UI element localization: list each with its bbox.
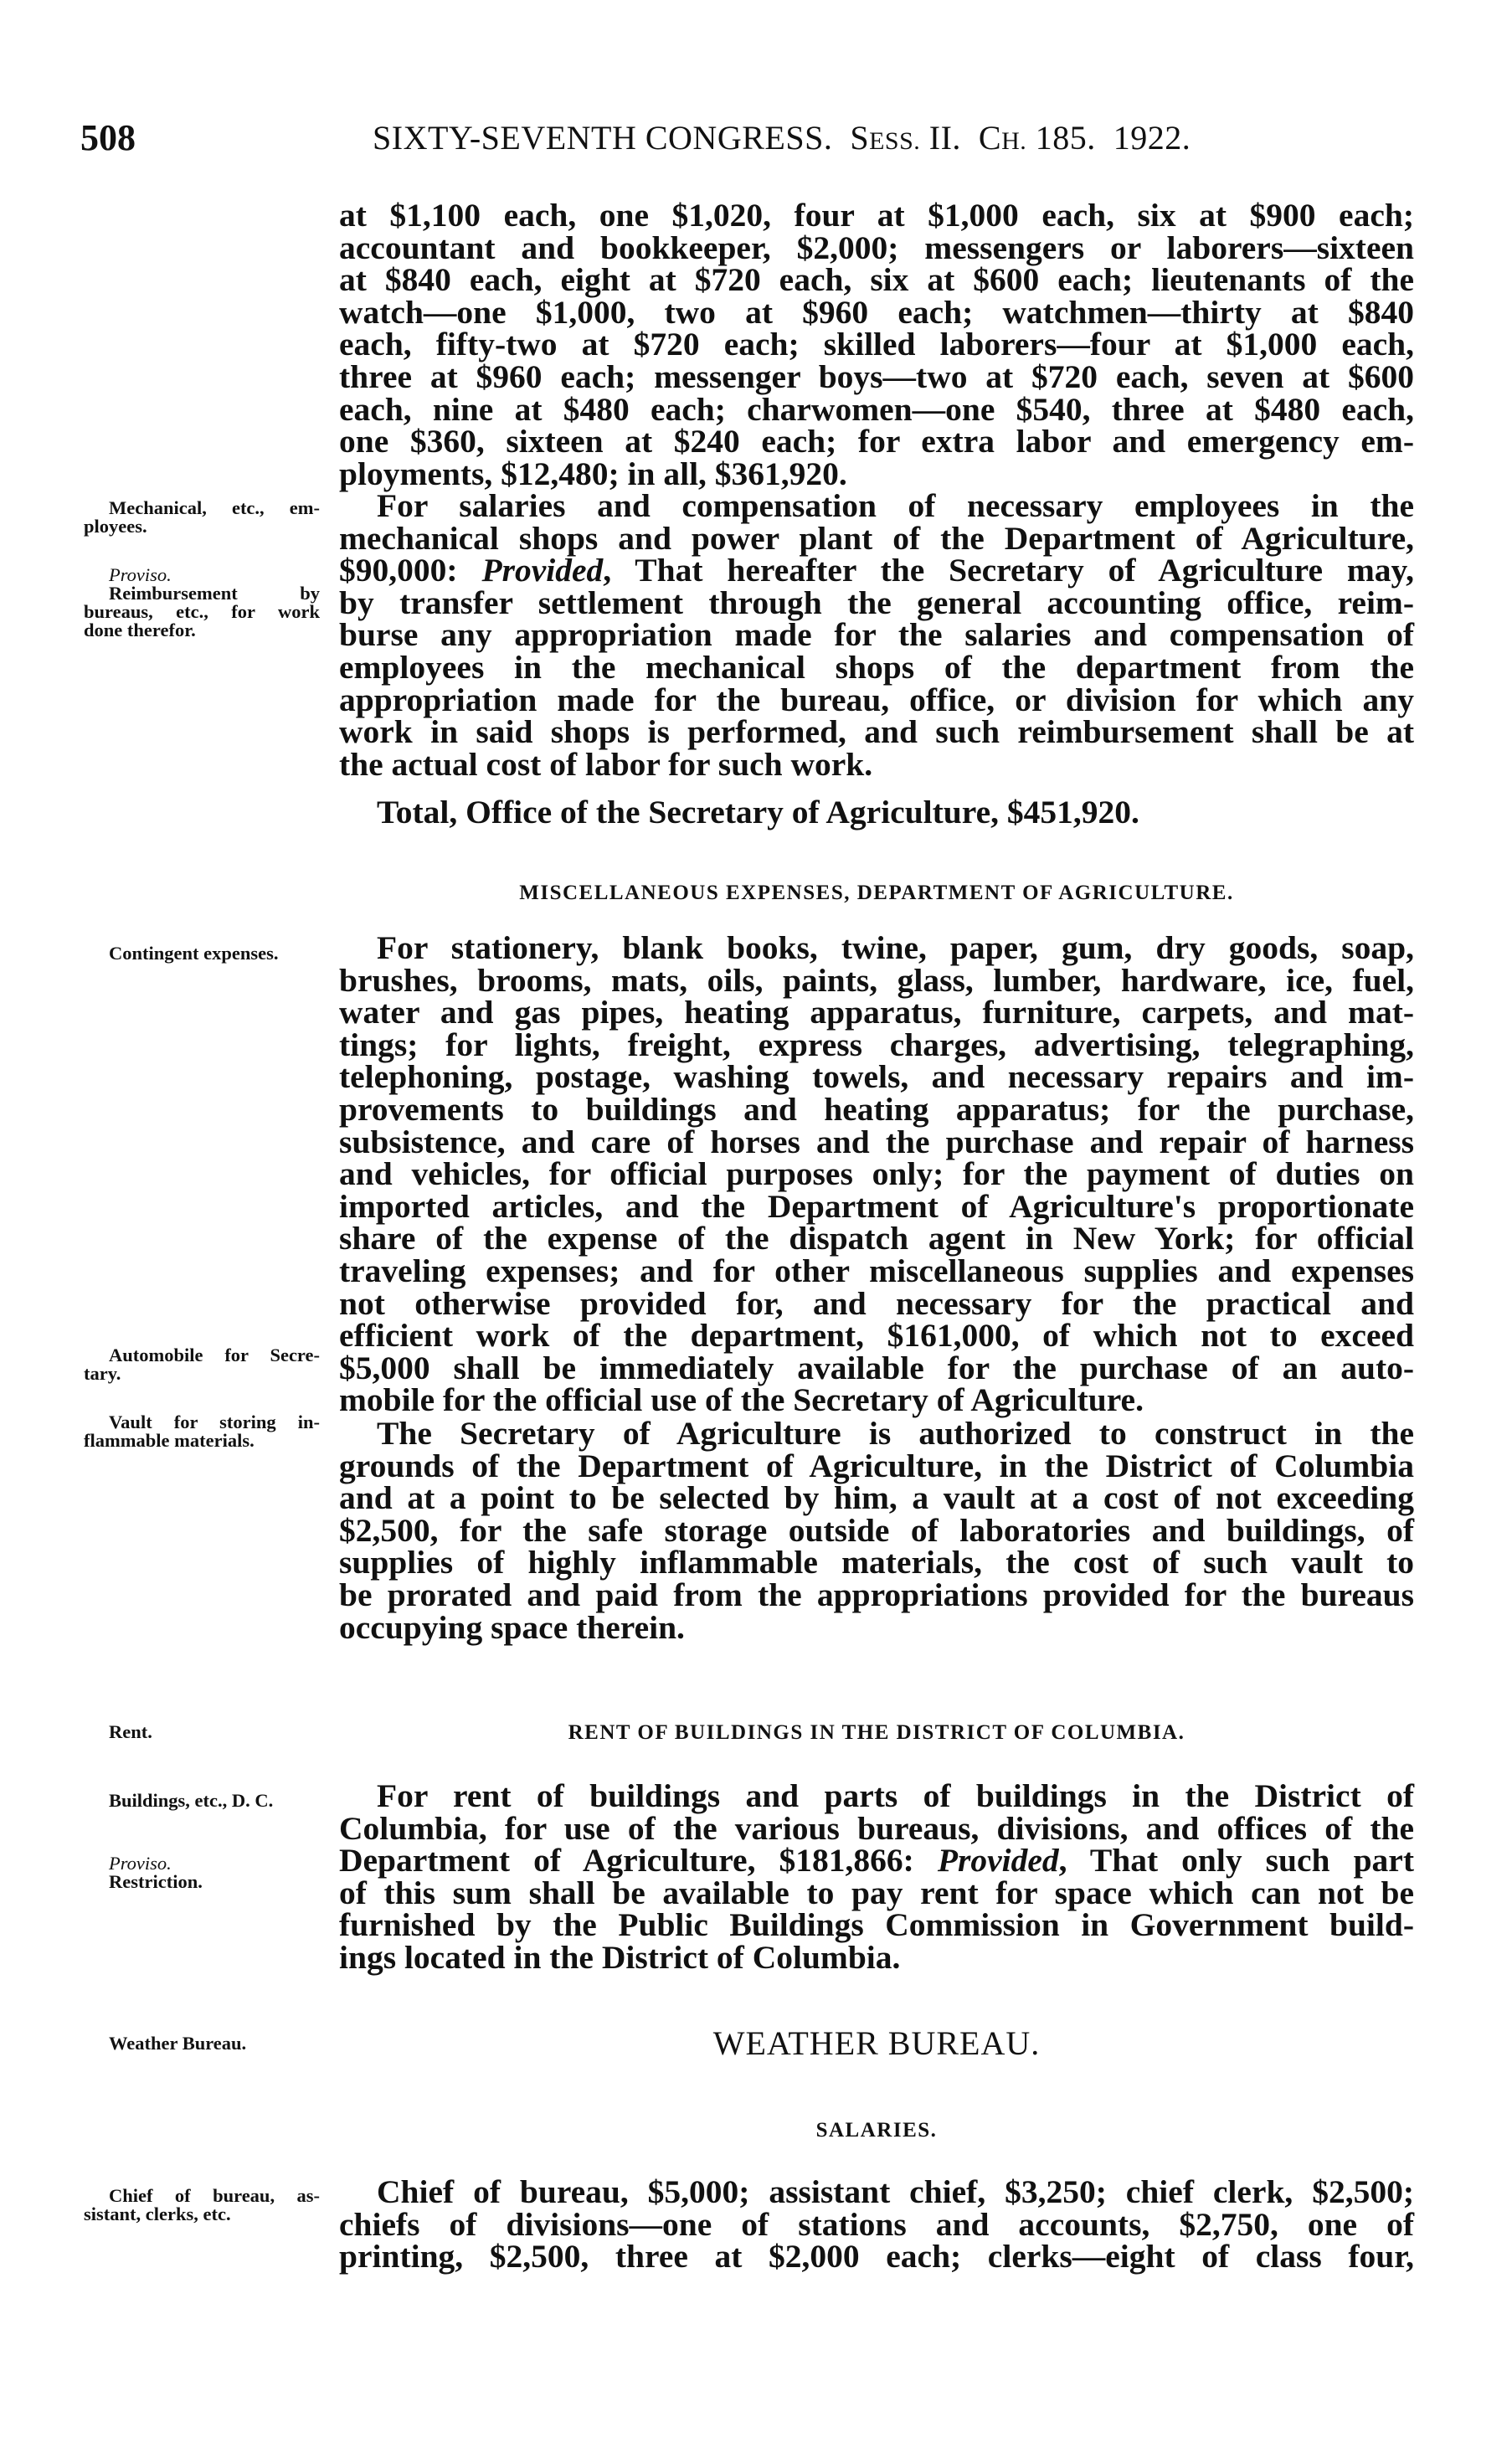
text-line: The Secretary of Agriculture is authorized to construct in the xyxy=(377,1415,1414,1452)
margin-note-line: ployees. xyxy=(84,516,147,537)
margin-note-line: Reimbursement by xyxy=(109,583,320,604)
margin-note-weather-bureau xyxy=(84,2034,320,2053)
margin-note-line: Buildings, etc., D. C. xyxy=(109,1790,274,1811)
text-line: grounds of the Department of Agriculture, in the District of Columbia xyxy=(339,1447,1414,1484)
margin-note-line xyxy=(84,1854,320,1873)
text-line: Columbia, for use of the various bureaus, divisions, and offices of the xyxy=(339,1809,1414,1847)
text-line: one $360, sixteen at $240 each; for extra labor and emergency em- xyxy=(339,423,1414,460)
session-number: II. xyxy=(928,119,961,157)
text-line: at $840 each, eight at $720 each, six at $600 each; lieutenants of the xyxy=(339,261,1414,299)
congress-title: SIXTY-SEVENTH CONGRESS. xyxy=(373,119,833,157)
text-line: provements to buildings and heating apparatus; for the purchase, xyxy=(339,1091,1414,1128)
margin-note-line: Contingent expenses. xyxy=(109,943,279,964)
margin-note-line: Chief of bureau, as- xyxy=(109,2185,320,2206)
text-line: Department of Agriculture, $181,866: Provided, That only such part xyxy=(339,1842,1414,1879)
session-label: SESS. xyxy=(850,119,921,157)
margin-note-line: sistant, clerks, etc. xyxy=(84,2203,231,2224)
chapter-label: CH. xyxy=(978,119,1027,157)
text-line: ployments, $12,480; in all, $361,920. xyxy=(339,455,847,492)
italic-term: Provided xyxy=(937,1842,1059,1879)
text-line: employees in the mechanical shops of the department from the xyxy=(339,649,1414,686)
text-line: three at $960 each; messenger boys—two at $720 each, seven at $600 xyxy=(339,358,1414,395)
text-line: each, nine at $480 each; charwomen—one $540, three at $480 each, xyxy=(339,390,1414,428)
salaries-heading: SALARIES. xyxy=(815,2119,938,2142)
text-line: supplies of highly inflammable materials, the cost of such vault to xyxy=(339,1544,1414,1581)
text-line: telephoning, postage, washing towels, and necessary repairs and im- xyxy=(339,1058,1414,1096)
text-line: the actual cost of labor for such work. xyxy=(339,745,873,783)
margin-note-line: Automobile for Secre- xyxy=(109,1345,320,1365)
text-line: by transfer settlement through the general accounting office, reim- xyxy=(339,584,1414,621)
margin-note-line: bureaus, etc., for work xyxy=(84,601,320,622)
margin-note-vault-storing xyxy=(84,1413,320,1450)
running-head-title xyxy=(373,117,1398,162)
misc-expenses-heading: MISCELLANEOUS EXPENSES, DEPARTMENT OF AGRICULTURE. xyxy=(519,882,1234,904)
text-line: share of the expense of the dispatch agent in New York; for official xyxy=(339,1220,1414,1257)
text-line: printing, $2,500, three at $2,000 each; clerks—eight of class four, xyxy=(339,2238,1414,2275)
margin-note-line: flammable materials. xyxy=(84,1430,255,1451)
text-line: $2,500, for the safe storage outside of laboratories and buildings, of xyxy=(339,1511,1414,1549)
text-line: burse any appropriation made for the salaries and compensation of xyxy=(339,616,1414,654)
text-line: each, fifty-two at $720 each; skilled laborers—four at $1,000 each, xyxy=(339,326,1414,363)
text-line: imported articles, and the Department of Agriculture's proportionate xyxy=(339,1187,1414,1225)
text-line: Chief of bureau, $5,000; assistant chief, $3,250; chief clerk, $2,500; xyxy=(377,2173,1414,2210)
year: 1922. xyxy=(1113,119,1191,157)
margin-note-automobile-secretary xyxy=(84,1346,320,1383)
text-line: furnished by the Public Buildings Commission in Government build- xyxy=(339,1906,1414,1944)
text-line: appropriation made for the bureau, office, or division for which any xyxy=(339,681,1414,718)
text-line: chiefs of divisions—one of stations and accounts, $2,750, one of xyxy=(339,2205,1414,2243)
text-line: work in said shops is performed, and such reimbursement shall be at xyxy=(339,713,1414,751)
margin-note-line: Mechanical, etc., em- xyxy=(109,497,320,518)
text-line: of this sum shall be available to pay rent for space which can not be xyxy=(339,1874,1414,1911)
text-line: efficient work of the department, $161,000, of which not to exceed xyxy=(339,1317,1414,1355)
text-line: $5,000 shall be immediately available for the purchase of an auto- xyxy=(339,1349,1414,1386)
rent-heading: RENT OF BUILDINGS IN THE DISTRICT OF COLUMBIA. xyxy=(568,1721,1185,1744)
text-line: water and gas pipes, heating apparatus, furniture, carpets, and mat- xyxy=(339,994,1414,1031)
text-line: subsistence, and care of horses and the purchase and repair of harness xyxy=(339,1123,1414,1160)
chapter-number: 185. xyxy=(1035,119,1096,157)
text-line: For salaries and compensation of necessary employees in the xyxy=(377,487,1414,524)
italic-term: Proviso. xyxy=(109,1853,172,1874)
margin-note-line: Rent. xyxy=(109,1721,152,1742)
text-line: mobile for the official use of the Secretary of Agriculture. xyxy=(339,1381,1144,1419)
text-line: at $1,100 each, one $1,020, four at $1,000 each, six at $900 each; xyxy=(339,197,1414,234)
text-line: mechanical shops and power plant of the Department of Agriculture, xyxy=(339,519,1414,557)
text-line: accountant and bookkeeper, $2,000; messengers or laborers—sixteen xyxy=(339,229,1414,266)
text-line: For rent of buildings and parts of buildings in the District of xyxy=(377,1777,1414,1814)
margin-note-rent xyxy=(84,1723,320,1741)
text-line: watch—one $1,000, two at $960 each; watchmen—thirty at $840 xyxy=(339,293,1414,331)
text-line: traveling expenses; and for other miscellaneous supplies and expenses xyxy=(339,1252,1414,1289)
text-line: and vehicles, for official purposes only; for the payment of duties on xyxy=(339,1155,1414,1193)
text-line: $90,000: Provided, That hereafter the Secretary of Agriculture may, xyxy=(339,552,1414,589)
text-line: not otherwise provided for, and necessary for the practical and xyxy=(339,1284,1414,1322)
text-line: and at a point to be selected by him, a vault at a cost of not exceeding xyxy=(339,1479,1414,1517)
text-line: occupying space therein. xyxy=(339,1608,685,1646)
margin-note-line: tary. xyxy=(84,1363,121,1384)
margin-note-proviso-reimbursement xyxy=(84,566,320,640)
italic-term: Proviso. xyxy=(109,564,172,585)
margin-note-line xyxy=(84,566,320,584)
text-line: be prorated and paid from the appropriations provided for the bureaus xyxy=(339,1576,1414,1613)
text-line: For stationery, blank books, twine, paper, gum, dry goods, soap, xyxy=(377,929,1414,966)
italic-term: Provided xyxy=(481,552,604,589)
margin-note-chief-of-bureau xyxy=(84,2187,320,2224)
margin-note-buildings-dc xyxy=(84,1792,320,1810)
margin-note-contingent-expenses xyxy=(84,944,320,963)
margin-note-line: Weather Bureau. xyxy=(109,2033,247,2054)
text-line: ings located in the District of Columbia. xyxy=(339,1939,901,1976)
margin-note-mechanical-employees xyxy=(84,499,320,536)
page-number: 508 xyxy=(80,117,136,158)
running-head xyxy=(0,117,1512,159)
text-line: Total, Office of the Secretary of Agriculture, $451,920. xyxy=(377,794,1139,830)
weather-bureau-heading: WEATHER BUREAU. xyxy=(712,2024,1041,2062)
margin-note-line: Vault for storing in- xyxy=(109,1412,320,1432)
margin-note-proviso-restriction xyxy=(84,1854,320,1891)
text-line: tings; for lights, freight, express charges, advertising, telegraphing, xyxy=(339,1026,1414,1063)
text-line: brushes, brooms, mats, oils, paints, glass, lumber, hardware, ice, fuel, xyxy=(339,961,1414,999)
margin-note-line: done therefor. xyxy=(84,620,196,640)
margin-note-line: Restriction. xyxy=(109,1871,203,1892)
